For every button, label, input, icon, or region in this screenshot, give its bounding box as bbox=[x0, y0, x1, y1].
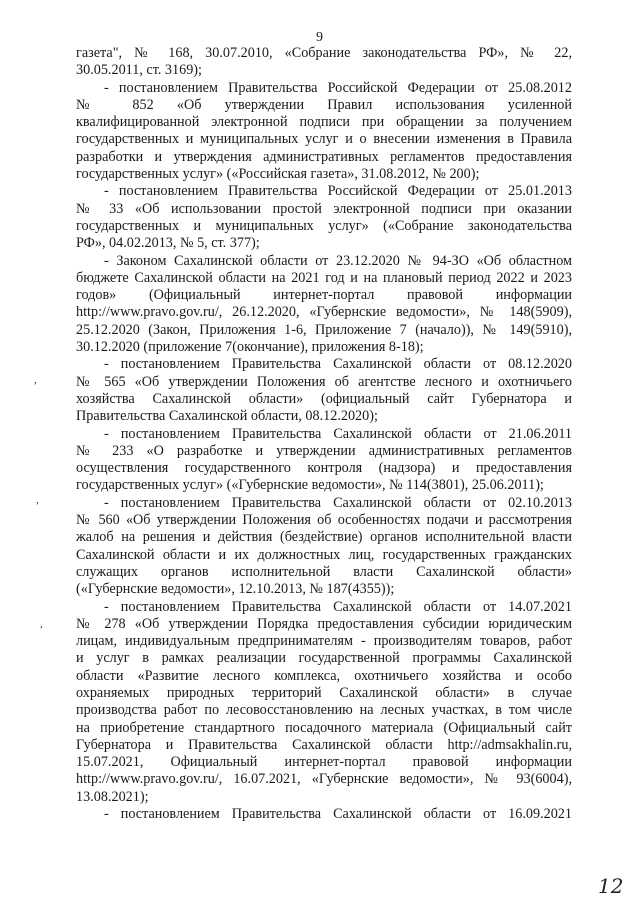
text-line: государственных и муниципальных услуг и о внесении изменения в Правила bbox=[76, 131, 572, 148]
text-line: - постановлением Правительства Сахалинской области от 08.12.2020 bbox=[104, 356, 572, 373]
text-line: http://www.pravo.gov.ru/, 26.12.2020, «Губернские ведомости», № 148(5909), bbox=[76, 304, 572, 321]
text-line: хозяйства Сахалинской области» (официальный сайт Губернатора и bbox=[76, 390, 572, 407]
text-line: № 33 «Об использовании простой электронной подписи при оказании bbox=[76, 200, 572, 217]
text-line: 13.08.2021); bbox=[76, 788, 149, 805]
text-line: на приобретение стандартного посадочного материала (Официальный сайт bbox=[76, 719, 572, 736]
text-line: осуществления государственного контроля (надзора) и предоставления bbox=[76, 460, 572, 477]
text-line: квалифицированной электронной подписи при обращении за получением bbox=[76, 114, 572, 131]
text-line: - постановлением Правительства Российской Федерации от 25.08.2012 bbox=[104, 79, 572, 96]
text-line: лицам, индивидуальным предпринимателям - производителям товаров, работ bbox=[76, 633, 572, 650]
scan-mark: , bbox=[36, 494, 39, 506]
document-body bbox=[76, 45, 572, 823]
text-line: № 233 «О разработке и утверждении административных регламентов bbox=[76, 442, 572, 459]
text-line: - постановлением Правительства Российской Федерации от 25.01.2013 bbox=[104, 183, 572, 200]
text-line: Губернатора и Правительства Сахалинской области http://admsakhalin.ru, bbox=[76, 736, 572, 753]
text-line: 25.12.2020 (Закон, Приложения 1-6, Приложение 7 (начало)), № 149(5910), bbox=[76, 321, 572, 338]
text-line: № 565 «Об утверждении Положения об агентстве лесного и охотничьего bbox=[76, 373, 572, 390]
text-line: 30.12.2020 (приложение 7(окончание), приложения 8-18); bbox=[76, 339, 424, 356]
text-line: государственных услуг» («Российская газета», 31.08.2012, № 200); bbox=[76, 166, 480, 183]
text-line: Правительства Сахалинской области, 08.12.2020); bbox=[76, 408, 378, 425]
handwritten-page-number: 12 bbox=[598, 874, 624, 898]
text-line: области «Развитие лесного комплекса, охотничьего хозяйства и особо bbox=[76, 667, 572, 684]
text-line: 15.07.2021, Официальный интернет-портал правовой информации bbox=[76, 754, 572, 771]
text-line: - постановлением Правительства Сахалинской области от 16.09.2021 bbox=[104, 806, 572, 823]
text-line: РФ», 04.02.2013, № 5, ст. 377); bbox=[76, 235, 260, 252]
text-line: № 852 «Об утверждении Правил использования усиленной bbox=[76, 96, 572, 113]
scan-mark: , bbox=[34, 374, 37, 386]
text-line: бюджете Сахалинской области на 2021 год и на плановый период 2022 и 2023 bbox=[76, 269, 572, 286]
text-line: государственных и муниципальных услуг» («Собрание законодательства bbox=[76, 217, 572, 234]
scan-mark: , bbox=[40, 618, 43, 630]
text-line: http://www.pravo.gov.ru/, 16.07.2021, «Губернские ведомости», № 93(6004), bbox=[76, 771, 572, 788]
text-line: производства работ по лесовосстановлению на лесных участках, в том числе bbox=[76, 702, 572, 719]
text-line: государственных услуг» («Губернские ведомости», № 114(3801), 25.06.2011); bbox=[76, 477, 544, 494]
text-line: и услуг в рамках реализации государственной программы Сахалинской bbox=[76, 650, 572, 667]
text-line: - Законом Сахалинской области от 23.12.2020 № 94-ЗО «Об областном bbox=[104, 252, 572, 269]
text-line: № 278 «Об утверждении Порядка предоставления субсидии юридическим bbox=[76, 615, 572, 632]
text-line: годов» (Официальный интернет-портал правовой информации bbox=[76, 287, 572, 304]
text-line: - постановлением Правительства Сахалинской области от 02.10.2013 bbox=[104, 494, 572, 511]
text-line: служащих органов исполнительной власти Сахалинской области» bbox=[76, 563, 572, 580]
text-line: - постановлением Правительства Сахалинской области от 21.06.2011 bbox=[104, 425, 572, 442]
text-line: жалоб на решения и действия (бездействие) органов исполнительной власти bbox=[76, 529, 572, 546]
text-line: Сахалинской области и их должностных лиц, государственных гражданских bbox=[76, 546, 572, 563]
text-line: охраняемых природных территорий Сахалинской области» в случае bbox=[76, 684, 572, 701]
text-line: газета", № 168, 30.07.2010, «Собрание законодательства РФ», № 22, bbox=[76, 45, 572, 61]
text-line: 30.05.2011, ст. 3169); bbox=[76, 62, 202, 79]
page-number: 9 bbox=[316, 30, 323, 45]
text-line: («Губернские ведомости», 12.10.2013, № 187(4355)); bbox=[76, 581, 395, 598]
text-line: разработки и утверждения административных регламентов предоставления bbox=[76, 148, 572, 165]
text-line: - постановлением Правительства Сахалинской области от 14.07.2021 bbox=[104, 598, 572, 615]
text-line: № 560 «Об утверждении Положения об особенностях подачи и рассмотрения bbox=[76, 512, 572, 529]
